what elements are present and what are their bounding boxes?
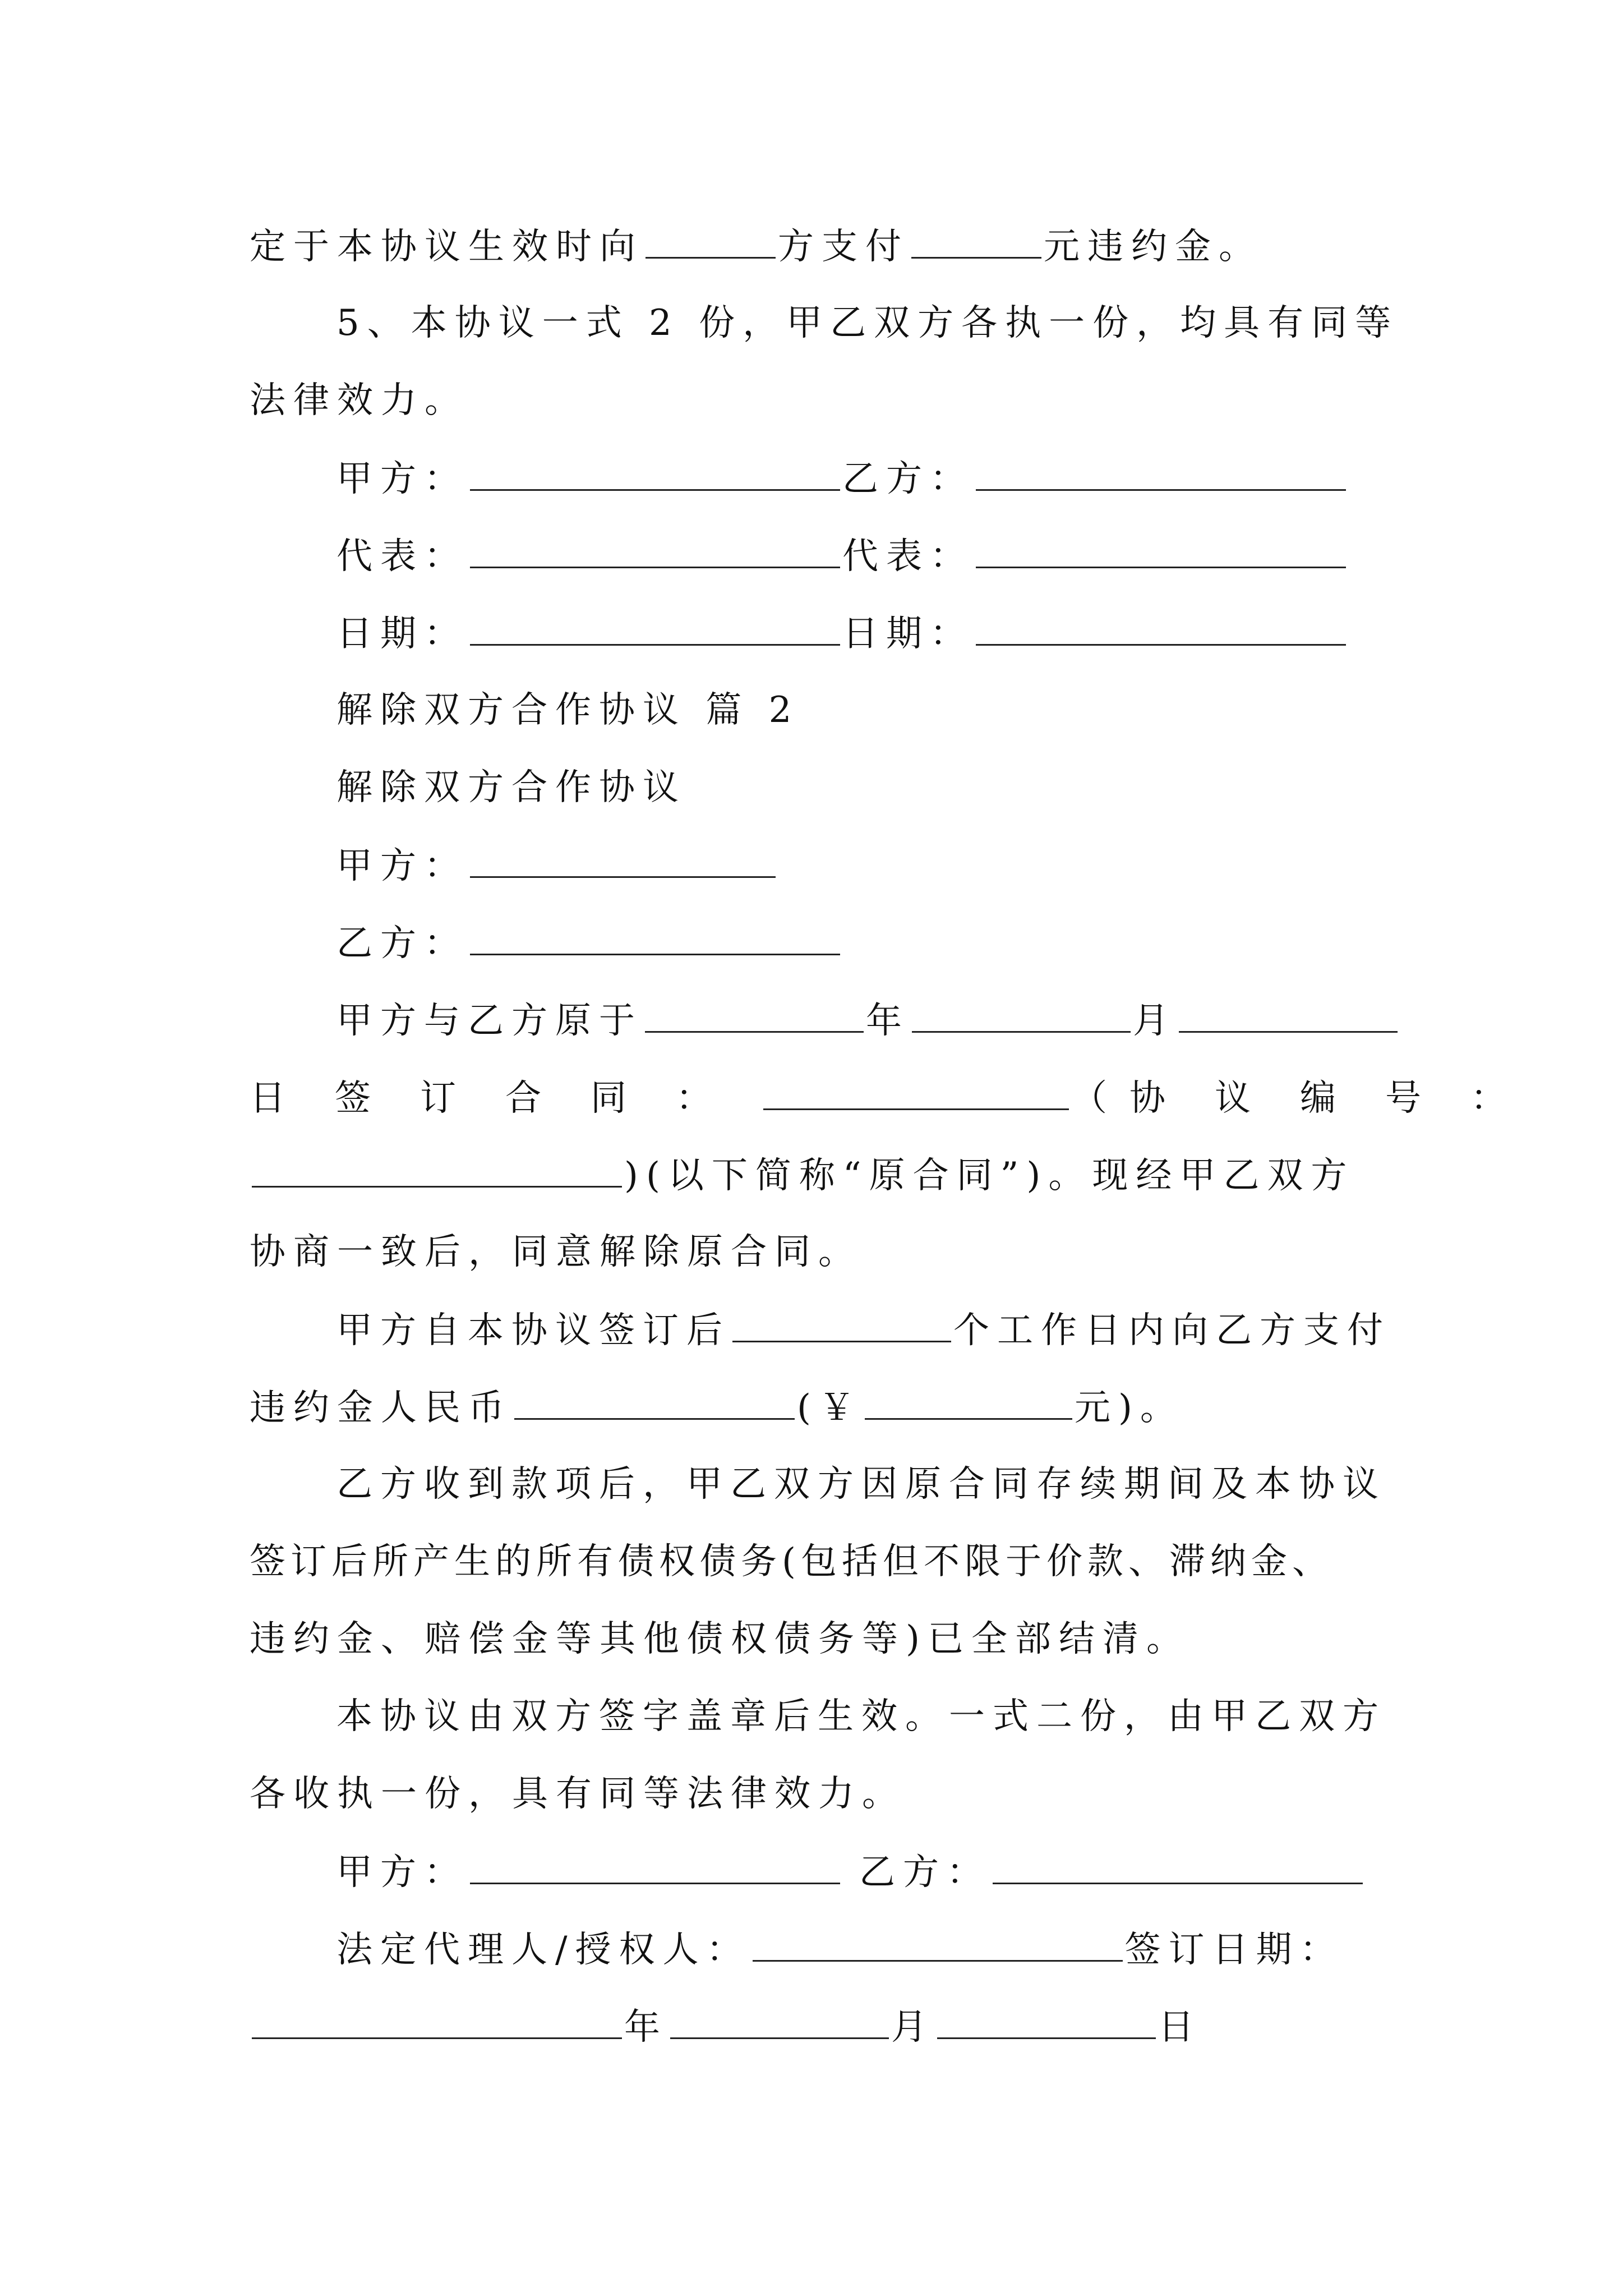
- text-segment: 违约金人民币: [250, 1387, 512, 1429]
- text-segment: 5、本协议一式 2 份，甲乙双方各执一份，均具有同等: [336, 302, 1399, 344]
- legal-rep-field: [753, 1926, 1123, 1962]
- text-segment: 违约金、赔偿金等其他债权债务等)已全部结清。: [250, 1618, 1190, 1660]
- text-line: [336, 1307, 1391, 1353]
- rep-label: 代表：: [336, 536, 468, 577]
- text-segment: ：: [1470, 1078, 1506, 1119]
- date-label: 日期：: [842, 613, 974, 655]
- date-label: 日期：: [336, 613, 468, 655]
- text-segment: 甲方自本协议签订后: [336, 1310, 730, 1351]
- text-line: [250, 1539, 1333, 1584]
- text-line: [250, 1384, 1184, 1430]
- text-segment: 签订后所产生的所有债权债务(包括但不限于价款、滞纳金、: [250, 1541, 1333, 1582]
- year-field: [645, 997, 864, 1033]
- party-a-field: [470, 455, 840, 491]
- date-field: [976, 610, 1346, 646]
- year-label: 年: [624, 2007, 668, 2048]
- text-segment: 编: [1300, 1078, 1336, 1119]
- text-line: [336, 1462, 1386, 1507]
- party-b-label: 乙方：: [336, 923, 468, 964]
- text-segment: 订: [420, 1078, 456, 1119]
- agreement-number-field: [252, 1152, 622, 1188]
- text-segment: 议: [1215, 1078, 1251, 1119]
- text-segment: 方支付: [778, 226, 909, 268]
- day-field: [1179, 997, 1398, 1033]
- party-a-label: 甲方：: [336, 458, 468, 500]
- text-segment: 甲方与乙方原于: [336, 1000, 643, 1042]
- text-segment: 号: [1385, 1078, 1421, 1119]
- text-segment: 定于本协议生效时向: [250, 226, 643, 268]
- text-segment: 月: [1133, 1000, 1177, 1042]
- contract-field: [763, 1075, 1069, 1110]
- year-field: [252, 2004, 622, 2039]
- text-segment: 日: [250, 1078, 285, 1119]
- month-label: 月: [891, 2007, 935, 2048]
- text-line: [250, 1617, 1190, 1662]
- party-a-label: 甲方：: [336, 845, 468, 887]
- amount-words-field: [514, 1384, 795, 1420]
- rep-field: [470, 533, 840, 568]
- workdays-field: [732, 1307, 951, 1342]
- party-row: [336, 843, 778, 889]
- signature-row: [336, 533, 1348, 579]
- text-segment: 元违约金。: [1044, 226, 1262, 268]
- legal-rep-label: 法定代理人/授权人：: [336, 1929, 750, 1971]
- party-b-field: [993, 1849, 1363, 1884]
- text-segment: 元)。: [1074, 1387, 1184, 1429]
- text-segment: (￥: [797, 1387, 863, 1429]
- date-row: [250, 2004, 1202, 2050]
- party-b-label: 乙方：: [842, 458, 974, 500]
- text-segment: 各收执一份，具有同等法律效力。: [250, 1773, 906, 1815]
- document-title-text: 解除双方合作协议: [336, 767, 686, 808]
- text-segment: （: [1071, 1078, 1107, 1119]
- text-line: [250, 223, 1262, 269]
- text-segment: 合: [505, 1078, 541, 1119]
- sign-date-label: 签订日期：: [1124, 1929, 1344, 1971]
- amount-number-field: [865, 1384, 1072, 1420]
- party-b-field: [976, 455, 1346, 491]
- rep-label: 代表：: [842, 536, 974, 577]
- text-line: [336, 997, 1400, 1043]
- section-title-text: 解除双方合作协议 篇 2: [336, 689, 800, 731]
- text-segment: 乙方收到款项后，甲乙双方因原合同存续期间及本协议: [336, 1464, 1386, 1505]
- text-segment: 年: [866, 1000, 910, 1042]
- text-line: [336, 301, 1399, 346]
- text-segment: 法律效力。: [250, 380, 468, 421]
- text-line: [336, 1694, 1386, 1739]
- blank-field: [645, 223, 776, 259]
- party-b-label: 乙方：: [859, 1852, 990, 1893]
- text-line: [250, 1772, 906, 1816]
- text-segment: 协: [1129, 1078, 1165, 1119]
- text-segment: 个工作日内向乙方支付: [953, 1310, 1391, 1351]
- text-line: [250, 1152, 1354, 1198]
- rep-field: [976, 533, 1346, 568]
- text-segment: 协商一致后，同意解除原合同。: [250, 1231, 862, 1273]
- date-field: [470, 610, 840, 646]
- party-b-field: [470, 920, 840, 955]
- text-line: [250, 1230, 862, 1274]
- party-a-field: [470, 1849, 840, 1884]
- section-title: [336, 688, 799, 733]
- day-label: 日: [1158, 2007, 1202, 2048]
- signature-row: [336, 610, 1348, 656]
- signature-row: [336, 1849, 1365, 1895]
- month-field: [912, 997, 1131, 1033]
- signature-row: [336, 455, 1348, 501]
- text-line: [250, 378, 468, 423]
- text-line: [250, 1075, 1506, 1121]
- signature-row: [336, 1926, 1344, 1972]
- party-a-field: [470, 843, 776, 878]
- text-segment: 本协议由双方签字盖章后生效。一式二份，由甲乙双方: [336, 1696, 1386, 1737]
- party-row: [336, 920, 842, 966]
- text-segment: 同: [591, 1078, 626, 1119]
- document-title: [336, 765, 686, 810]
- text-segment: 签: [335, 1078, 371, 1119]
- blank-field: [911, 223, 1041, 259]
- text-segment: ：: [676, 1078, 712, 1119]
- day-field: [937, 2004, 1156, 2039]
- month-field: [670, 2004, 889, 2039]
- text-segment: )(以下简称“原合同”)。现经甲乙双方: [624, 1155, 1355, 1197]
- party-a-label: 甲方：: [336, 1852, 468, 1893]
